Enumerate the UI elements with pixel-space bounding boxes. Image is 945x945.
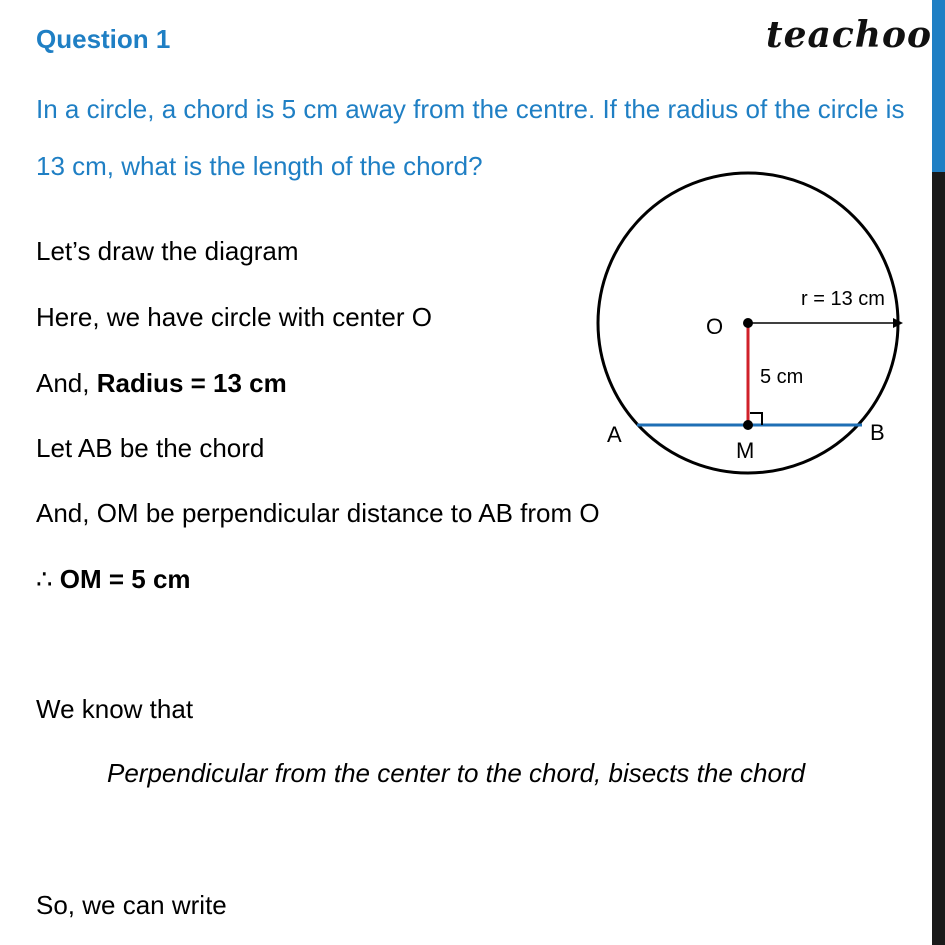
solution-line-4: Let AB be the chord bbox=[36, 433, 265, 463]
question-text: In a circle, a chord is 5 cm away from the centre. If the radius of the circle is 13 cm, what is the length of the chord? bbox=[36, 94, 905, 181]
solution-line-1: Let’s draw the diagram bbox=[36, 236, 299, 266]
label-radius: r = 13 cm bbox=[801, 288, 885, 310]
om-statement: OM = 5 cm bbox=[59, 564, 191, 594]
label-b: B bbox=[870, 420, 885, 445]
label-o: O bbox=[706, 314, 724, 339]
theorem-statement: Perpendicular from the center to the chord, bisects the chord bbox=[107, 758, 806, 788]
center-point-o bbox=[743, 318, 753, 328]
label-om-distance: 5 cm bbox=[760, 366, 804, 388]
label-a: A bbox=[607, 422, 622, 447]
question-heading: Question 1 bbox=[36, 24, 171, 54]
therefore-symbol: ∴ bbox=[36, 564, 60, 594]
radius-statement: Radius = 13 cm bbox=[96, 368, 287, 398]
side-scroll-accent bbox=[932, 0, 945, 172]
solution-line-3-prefix: And, bbox=[36, 368, 97, 398]
solution-line-7: We know that bbox=[36, 694, 194, 724]
solution-line-5: And, OM be perpendicular distance to AB from O bbox=[36, 498, 600, 528]
foot-point-m bbox=[743, 420, 753, 430]
solution-line-8: So, we can write bbox=[36, 890, 227, 920]
solution-line-2: Here, we have circle with center O bbox=[36, 302, 432, 332]
label-m: M bbox=[736, 438, 755, 463]
teachoo-logo: teachoo bbox=[766, 14, 932, 56]
